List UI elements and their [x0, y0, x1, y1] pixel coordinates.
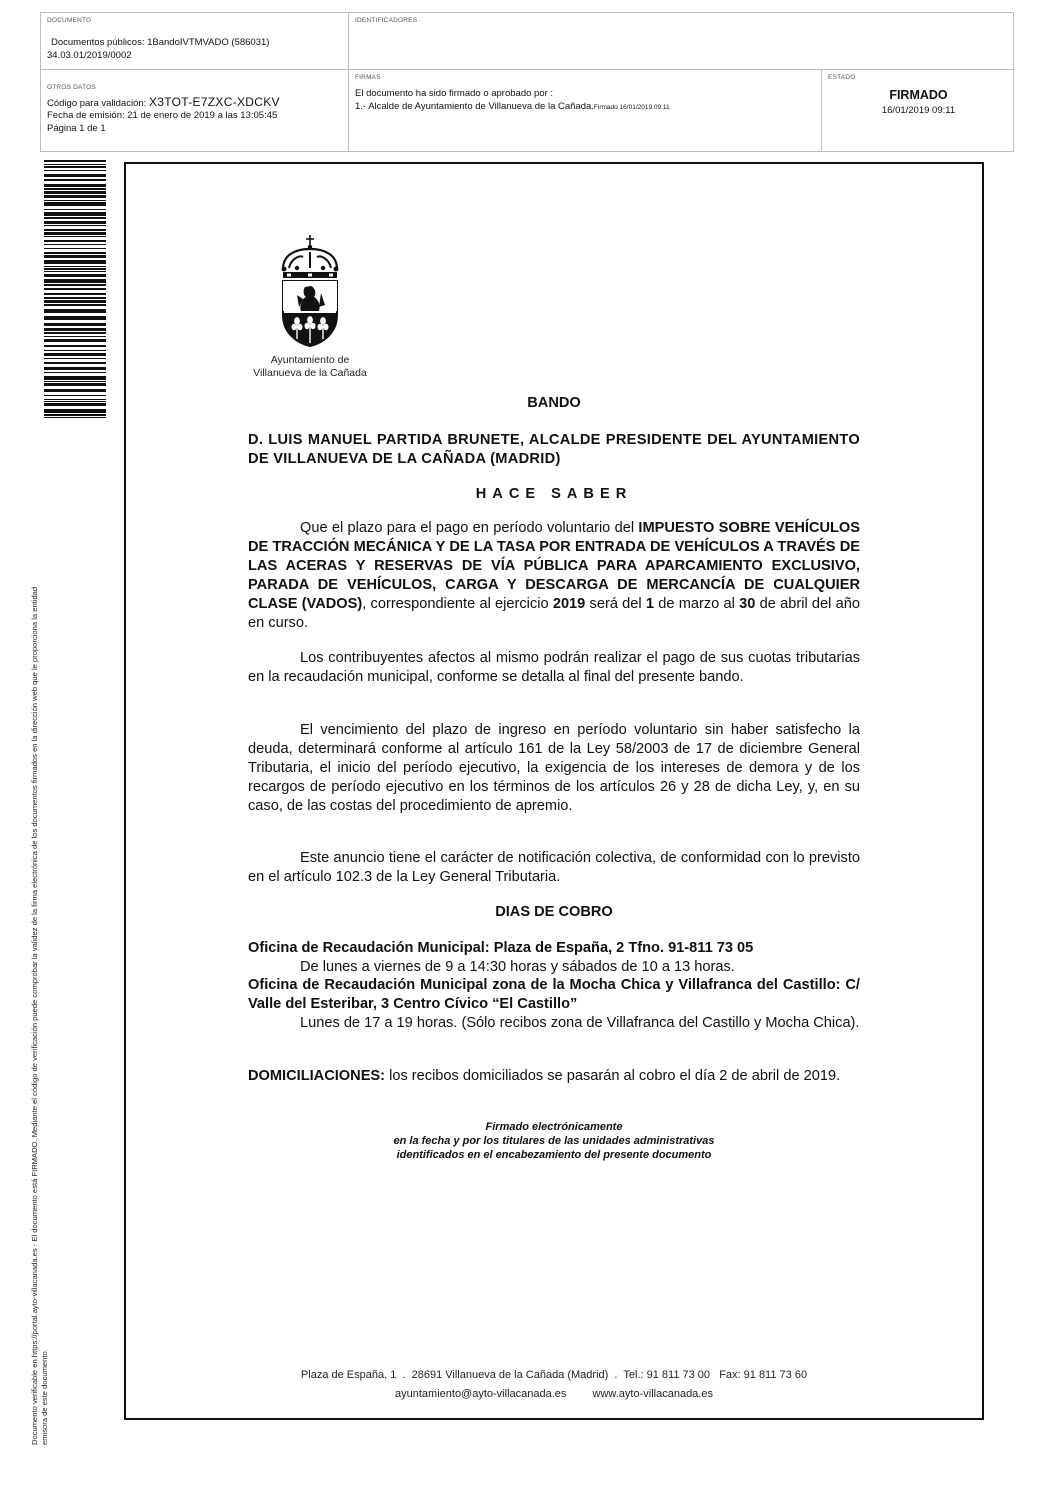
p1-end-day: 30	[739, 596, 756, 612]
fecha-emision: Fecha de emisión: 21 de enero de 2019 a las 13:05:45	[47, 110, 278, 121]
identificadores-label: IDENTIFICADORES	[355, 17, 418, 24]
footer-email: ayuntamiento@ayto-villacanada.es	[395, 1388, 567, 1400]
footer-contact	[248, 1388, 860, 1400]
firmas-line2-row	[355, 101, 670, 114]
logo-caption	[240, 354, 380, 380]
firmas-line2-small: Firmado 16/01/2019 09:11	[593, 104, 670, 111]
office1-heading: Oficina de Recaudación Municipal: Plaza de España, 2 Tfno. 91-811 73 05	[248, 940, 754, 956]
codigo-validacion-value: X3TOT-E7ZXC-XDCKV	[148, 95, 280, 109]
documento-line2: 34.03.01/2019/0002	[47, 50, 132, 61]
hace-saber-heading: HACE SABER	[475, 486, 633, 502]
header-identificadores-box	[348, 12, 1014, 70]
codigo-validacion-label: Código para validación:	[47, 98, 147, 109]
p1-end: de abril del año en curso.	[248, 596, 861, 631]
office2-heading: Oficina de Recaudación Municipal zona de la Mocha Chica y Villafranca del Castillo: C/ Valle del Esteribar, 3 Centro Cívico “El Castillo”	[248, 977, 860, 1012]
header-estado-box	[821, 69, 1014, 152]
paragraph-plazo	[248, 519, 860, 633]
domiciliaciones-text: los recibos domiciliados se pasarán al cobro el día 2 de abril de 2019.	[385, 1068, 841, 1084]
side-verification-line1: Documento verificable en https://portal.ayto-villacanada.es - El documento está FIRMADO. Mediante el código de verificación puede comprobar la validez de la firma electrónica de los documentos firmados en la dirección web que le proporciona la entidad	[30, 586, 39, 1445]
codigo-validacion-row	[47, 96, 280, 110]
documento-line1: Documentos públicos: 1BandoIVTMVADO (586031)	[51, 37, 270, 48]
paragraph-notificacion: Este anuncio tiene el carácter de notificación colectiva, de conformidad con lo previsto en el artículo 102.3 de la Ley General Tributaria.	[248, 850, 860, 885]
logo-caption-line1: Ayuntamiento de	[270, 354, 350, 366]
signature-line1: Firmado electrónicamente	[485, 1121, 623, 1133]
p1-mid3: de marzo al	[654, 596, 740, 612]
office2-hours: Lunes de 17 a 19 horas. (Sólo recibos zona de Villafranca del Castillo y Mocha Chica).	[300, 1015, 860, 1031]
firmas-line2: 1.- Alcalde de Ayuntamiento de Villanueva de la Cañada.	[355, 101, 594, 112]
footer-web: www.ayto-villacanada.es	[592, 1388, 713, 1400]
estado-date: 16/01/2019 09:11	[881, 105, 956, 116]
header-documento-box	[40, 12, 349, 70]
logo-caption-line2: Villanueva de la Cañada	[253, 367, 367, 379]
pagina: Página 1 de 1	[47, 123, 106, 134]
header-firmas-box	[348, 69, 822, 152]
signature-line2: en la fecha y por los titulares de las unidades administrativas	[393, 1135, 715, 1147]
estado-value: FIRMADO	[889, 88, 948, 102]
p1-start: Que el plazo para el pago en período voluntario del	[300, 520, 639, 536]
firmas-line1: El documento ha sido firmado o aprobado por :	[355, 88, 554, 99]
p1-year: 2019	[552, 596, 586, 612]
office1-hours: De lunes a viernes de 9 a 14:30 horas y sábados de 10 a 13 horas.	[300, 959, 735, 975]
firmas-label: FIRMAS	[355, 74, 381, 81]
issuer-heading: D. LUIS MANUEL PARTIDA BRUNETE, ALCALDE PRESIDENTE DEL AYUNTAMIENTO DE VILLANUEVA DE LA CAÑADA (MADRID)	[248, 432, 860, 467]
side-verification-line2: emisora de este documento.	[40, 1349, 49, 1445]
municipal-coat-of-arms-icon	[275, 235, 345, 347]
dias-cobro-heading: DIAS DE COBRO	[495, 904, 613, 920]
paragraph-vencimiento: El vencimiento del plazo de ingreso en período voluntario sin haber satisfecho la deuda, determinará conforme al artículo 161 de la Ley 58/2003 de 17 de diciembre General Tributaria, el inicio del período ejecutivo, la exigencia de los intereses de demora y de los recargos de período ejecutivo en los términos de los artículos 26 y 28 de dicha Ley, y, en su caso, de las costas del procedimiento de apremio.	[248, 722, 860, 814]
bando-title: BANDO	[527, 395, 581, 411]
paragraph-domiciliaciones	[248, 1067, 860, 1086]
signature-line3: identificados en el encabezamiento del presente documento	[396, 1149, 712, 1161]
barcode-icon	[44, 160, 106, 418]
p1-mid1: , correspondiente al ejercicio	[362, 596, 553, 612]
otros-datos-label: OTROS DATOS	[47, 84, 96, 91]
documento-label: DOCUMENTO	[47, 17, 92, 24]
electronic-signature-note	[248, 1120, 860, 1162]
paragraph-contribuyentes: Los contribuyentes afectos al mismo podrán realizar el pago de sus cuotas tributarias en la recaudación municipal, conforme se detalla al final del presente bando.	[248, 650, 860, 685]
header-otros-datos-box	[40, 69, 349, 152]
side-verification-text	[30, 435, 50, 1445]
footer-address: Plaza de España, 1 . 28691 Villanueva de la Cañada (Madrid) . Tel.: 91 811 73 00 Fax: 91 811 73 60	[300, 1369, 808, 1381]
domiciliaciones-label: DOMICILIACIONES:	[248, 1068, 386, 1084]
p1-tax-name: IMPUESTO SOBRE VEHÍCULOS DE TRACCIÓN MECÁNICA Y DE LA TASA POR ENTRADA DE VEHÍCULOS A TRAVÉS DE LAS ACERAS Y RESERVAS DE VÍA PÚBLICA PARA APARCAMIENTO EXCLUSIVO, PARADA DE VEHÍCULOS, CARGA Y DESCARGA DE MERCANCÍA DE CUALQUIER CLASE (VADOS)	[248, 520, 860, 612]
p1-mid2: será del	[585, 596, 646, 612]
p1-start-day: 1	[645, 596, 655, 612]
estado-label: ESTADO	[828, 74, 856, 81]
